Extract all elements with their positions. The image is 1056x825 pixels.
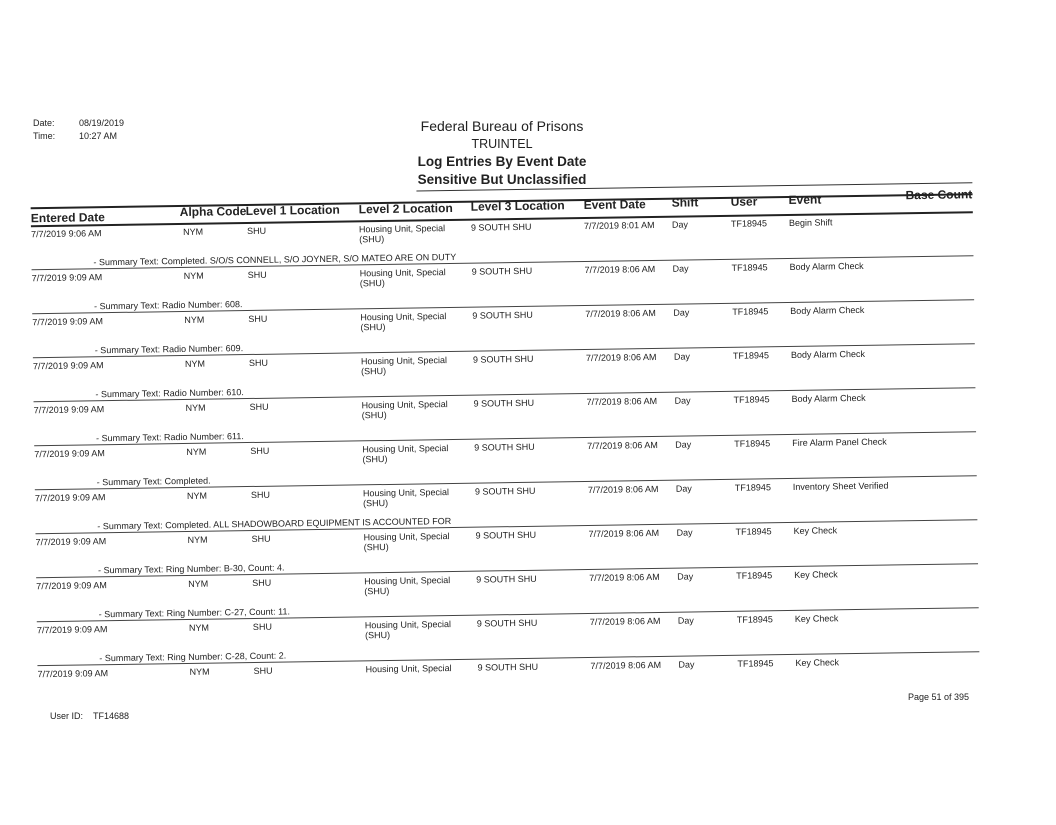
col-level3-location: Level 3 Location (470, 198, 565, 214)
cell-level1-location: SHU (253, 665, 273, 676)
cell-shift: Day (676, 527, 693, 538)
cell-alpha-code: NYM (186, 490, 208, 501)
cell-level3-location: 9 SOUTH SHU (475, 529, 537, 541)
cell-shift: Day (672, 263, 689, 274)
cell-level1-location: SHU (246, 225, 267, 237)
footer-user-value: TF14688 (93, 711, 130, 721)
cell-level3-location: 9 SOUTH SHU (471, 265, 533, 277)
col-user: User (730, 194, 758, 209)
cell-alpha-code: NYM (184, 314, 205, 325)
cell-level2-location: Housing Unit, Special (SHU) (362, 443, 449, 465)
footer-user-id (50, 711, 129, 721)
cell-event: Body Alarm Check (791, 392, 866, 404)
cell-shift: Day (671, 219, 689, 230)
cell-entered-date: 7/7/2019 9:09 AM (32, 360, 104, 372)
cell-event-date: 7/7/2019 8:06 AM (584, 263, 656, 276)
cell-entered-date: 7/7/2019 9:09 AM (37, 668, 109, 680)
summary-text: - Summary Text: Completed. S/O/S CONNELL, S/O JOYNER, S/O MATEO ARE ON DUTY (93, 251, 457, 268)
cell-shift: Day (677, 615, 694, 626)
cell-user: TF18945 (731, 262, 768, 273)
cell-level1-location: SHU (250, 445, 270, 457)
cell-shift: Day (673, 351, 691, 362)
footer-user-label: User ID: (50, 711, 84, 721)
report-date-value: 08/19/2019 (79, 118, 125, 128)
cell-event-date: 7/7/2019 8:06 AM (585, 351, 657, 364)
cell-entered-date: 7/7/2019 9:09 AM (33, 404, 105, 416)
cell-level3-location: 9 SOUTH SHU (474, 485, 536, 497)
cell-alpha-code: NYM (187, 534, 208, 545)
cell-level2-location: Housing Unit, Special (SHU) (364, 619, 451, 641)
cell-event-date: 7/7/2019 8:06 AM (586, 395, 658, 408)
summary-text: - Summary Text: Completed. ALL SHADOWBOARD EQUIPMENT IS ACCOUNTED FOR (97, 516, 452, 532)
cell-event-date: 7/7/2019 8:06 AM (587, 483, 659, 495)
cell-entered-date: 7/7/2019 9:09 AM (32, 316, 103, 328)
cell-level1-location: SHU (248, 357, 269, 369)
cell-alpha-code: NYM (184, 358, 206, 369)
cell-alpha-code: NYM (183, 270, 204, 281)
cell-entered-date: 7/7/2019 9:09 AM (34, 492, 106, 504)
cell-level3-location: 9 SOUTH SHU (476, 573, 537, 585)
cell-level1-location: SHU (252, 621, 272, 632)
cell-shift: Day (675, 439, 692, 450)
col-level2-location: Level 2 Location (358, 200, 453, 217)
col-entered-date: Entered Date (30, 210, 105, 226)
cell-user: TF18945 (730, 218, 768, 229)
cell-level2-location: Housing Unit, Special (SHU) (363, 531, 450, 553)
cell-alpha-code: NYM (188, 622, 209, 633)
summary-text: - Summary Text: Radio Number: 608. (94, 299, 243, 312)
report-time-value: 10:27 AM (79, 131, 118, 141)
cell-alpha-code: NYM (186, 446, 207, 457)
cell-event-date: 7/7/2019 8:01 AM (583, 219, 655, 232)
cell-level2-location: Housing Unit, Special (365, 663, 452, 675)
cell-level2-location: Housing Unit, Special (SHU) (364, 575, 451, 597)
cell-event: Fire Alarm Panel Check (792, 436, 887, 448)
col-shift: Shift (671, 195, 699, 210)
col-event-date: Event Date (583, 197, 646, 213)
cell-event: Inventory Sheet Verified (792, 480, 889, 492)
report-time-label: Time: (33, 131, 56, 141)
cell-level3-location: 9 SOUTH SHU (472, 353, 534, 365)
summary-text: - Summary Text: Ring Number: B-30, Count: 4. (97, 562, 285, 576)
cell-level1-location: SHU (252, 577, 272, 588)
cell-level1-location: SHU (247, 269, 267, 281)
page-number: Page 51 of 395 (908, 692, 970, 702)
cell-shift: Day (675, 483, 692, 494)
cell-event-date: 7/7/2019 8:06 AM (590, 659, 662, 671)
summary-text: - Summary Text: Radio Number: 609. (94, 343, 244, 356)
cell-alpha-code: NYM (185, 402, 206, 413)
cell-entered-date: 7/7/2019 9:09 AM (34, 448, 105, 460)
cell-event-date: 7/7/2019 8:06 AM (589, 571, 660, 583)
cell-level1-location: SHU (248, 313, 268, 325)
cell-event: Begin Shift (788, 217, 833, 228)
cell-event: Body Alarm Check (790, 304, 865, 316)
summary-text: - Summary Text: Completed. (96, 475, 211, 488)
cell-shift: Day (677, 571, 694, 582)
cell-event: Body Alarm Check (789, 260, 864, 272)
cell-shift: Day (678, 659, 695, 670)
cell-level2-location: Housing Unit, Special (SHU) (358, 223, 446, 245)
cell-level3-location: 9 SOUTH SHU (472, 309, 533, 321)
cell-alpha-code: NYM (189, 666, 210, 677)
cell-event: Body Alarm Check (790, 348, 866, 360)
cell-level3-location: 9 SOUTH SHU (473, 397, 535, 409)
cell-level2-location: Housing Unit, Special (SHU) (360, 311, 447, 333)
report-title: Log Entries By Event Date (417, 154, 587, 169)
cell-event: Key Check (795, 657, 840, 668)
cell-event-date: 7/7/2019 8:06 AM (588, 527, 660, 539)
cell-alpha-code: NYM (188, 578, 209, 589)
cell-level3-location: 9 SOUTH SHU (477, 661, 539, 673)
cell-user: TF18945 (734, 482, 771, 493)
cell-user: TF18945 (732, 306, 769, 317)
cell-level2-location: Housing Unit, Special (SHU) (359, 267, 446, 289)
cell-user: TF18945 (732, 350, 770, 361)
cell-entered-date: 7/7/2019 9:09 AM (35, 536, 107, 548)
cell-user: TF18945 (733, 394, 770, 405)
report-date-label: Date: (33, 118, 55, 128)
cell-level1-location: SHU (249, 401, 269, 413)
cell-level2-location: Housing Unit, Special (SHU) (360, 355, 448, 377)
cell-event-date: 7/7/2019 8:06 AM (585, 307, 656, 320)
col-event: Event (788, 192, 822, 207)
cell-user: TF18945 (736, 570, 773, 581)
summary-text: - Summary Text: Radio Number: 610. (95, 387, 244, 400)
summary-text: - Summary Text: Ring Number: C-27, Count: 11. (98, 606, 290, 620)
cell-event-date: 7/7/2019 8:06 AM (587, 439, 658, 452)
cell-level3-location: 9 SOUTH SHU (476, 617, 538, 629)
summary-text: - Summary Text: Ring Number: C-28, Count: 2. (99, 650, 287, 664)
col-level1-location: Level 1 Location (245, 202, 340, 219)
cell-level3-location: 9 SOUTH SHU (470, 221, 532, 233)
cell-event: Key Check (794, 569, 838, 580)
cell-level2-location: Housing Unit, Special (SHU) (361, 399, 448, 421)
cell-event-date: 7/7/2019 8:06 AM (589, 615, 661, 627)
organization-name: Federal Bureau of Prisons (420, 118, 584, 134)
cell-shift: Day (673, 307, 690, 318)
cell-entered-date: 7/7/2019 9:09 AM (36, 624, 108, 636)
cell-event: Key Check (794, 613, 839, 624)
cell-user: TF18945 (734, 438, 771, 449)
cell-entered-date: 7/7/2019 9:09 AM (31, 272, 103, 284)
cell-entered-date: 7/7/2019 9:06 AM (30, 228, 102, 240)
cell-level3-location: 9 SOUTH SHU (474, 441, 535, 453)
cell-entered-date: 7/7/2019 9:09 AM (36, 580, 107, 592)
cell-level1-location: SHU (250, 489, 271, 500)
cell-level2-location: Housing Unit, Special (SHU) (362, 487, 450, 509)
col-base-count: Base Count (905, 187, 973, 203)
cell-user: TF18945 (737, 658, 774, 669)
cell-user: TF18945 (736, 614, 773, 625)
cell-event: Key Check (793, 525, 838, 536)
cell-shift: Day (674, 395, 691, 406)
classification-label: Sensitive But Unclassified (417, 172, 587, 187)
cell-alpha-code: NYM (182, 226, 204, 237)
cell-level1-location: SHU (251, 533, 271, 544)
title-rule (416, 182, 972, 191)
cell-user: TF18945 (735, 526, 772, 537)
col-alpha-code: Alpha Code (179, 204, 247, 220)
system-name: TRUINTEL (471, 137, 533, 151)
summary-text: - Summary Text: Radio Number: 611. (96, 431, 244, 444)
